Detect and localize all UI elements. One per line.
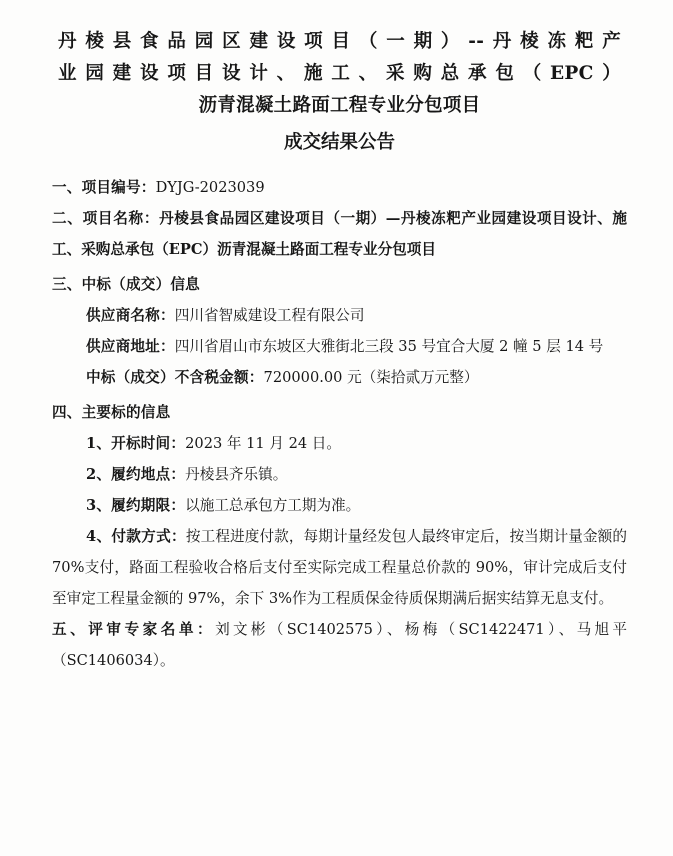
bid-open-time-value: 2023 年 11 月 24 日。: [185, 435, 341, 452]
section-2-label: 二、项目名称：: [52, 210, 160, 227]
page-title: [58, 26, 621, 122]
award-amount-value: 720000.00 元（柒拾贰万元整）: [263, 369, 479, 386]
title-line-3: 沥青混凝土路面工程专业分包项目: [198, 95, 481, 116]
performance-period-row: [52, 490, 627, 521]
title-line-2: 业园建设项目设计、施工、采购总承包（EPC）: [58, 63, 621, 84]
project-name-value: 丹棱县食品园区建设项目（一期）—丹棱冻粑产业园建设项目设计、施工、采购总承包（EPC）沥青混凝土路面工程专业分包项目: [52, 210, 627, 258]
page-subtitle: 成交结果公告: [283, 132, 395, 153]
payment-method-row: [52, 521, 627, 614]
supplier-address-value: 四川省眉山市东坡区大雅街北三段 35 号宜合大厦 2 幢 5 层 14 号: [174, 338, 604, 355]
performance-period-label: 3、履约期限：: [86, 497, 186, 514]
award-amount-label: 中标（成交）不含税金额：: [86, 369, 264, 386]
project-number-value: DYJG-2023039: [155, 179, 265, 196]
section-3-heading: 三、中标（成交）信息: [52, 276, 200, 293]
supplier-name-value: 四川省智威建设工程有限公司: [174, 307, 365, 324]
section-5-label: 五、评审专家名单：: [52, 621, 216, 638]
section-1-label: 一、项目编号：: [52, 179, 156, 196]
section-4-heading: 四、主要标的信息: [52, 404, 171, 421]
performance-place-row: [52, 459, 627, 490]
bid-open-time-row: [52, 428, 627, 459]
supplier-address-row: [52, 331, 627, 362]
payment-method-label: 4、付款方式：: [86, 528, 186, 545]
section-project-number: [52, 172, 627, 203]
performance-period-value: 以施工总承包方工期为准。: [185, 497, 361, 514]
supplier-name-row: [52, 300, 627, 331]
document-content: [52, 172, 627, 676]
performance-place-value: 丹棱县齐乐镇。: [185, 466, 288, 483]
title-line-1: 丹棱县食品园区建设项目（一期）--丹棱冻粑产: [58, 31, 621, 52]
supplier-address-label: 供应商地址：: [86, 338, 175, 355]
section-experts: [52, 614, 627, 676]
bid-open-time-label: 1、开标时间：: [86, 435, 186, 452]
award-amount-row: [52, 362, 627, 393]
supplier-name-label: 供应商名称：: [86, 307, 175, 324]
section-project-name: [52, 203, 627, 265]
performance-place-label: 2、履约地点：: [86, 466, 186, 483]
payment-method-value: 按工程进度付款，每期计量经发包人最终审定后，按当期计量金额的 70%支付，路面工程验收合格后支付至实际完成工程量总价款的 90%，审计完成后支付至审定工程量金额的 97%，余下 3%作为工程质保金待质保期满后据实结算无息支付。: [52, 528, 627, 607]
experts-value: 刘文彬（SC1402575）、杨梅（SC1422471）、马旭平（SC1406034）。: [52, 621, 628, 669]
